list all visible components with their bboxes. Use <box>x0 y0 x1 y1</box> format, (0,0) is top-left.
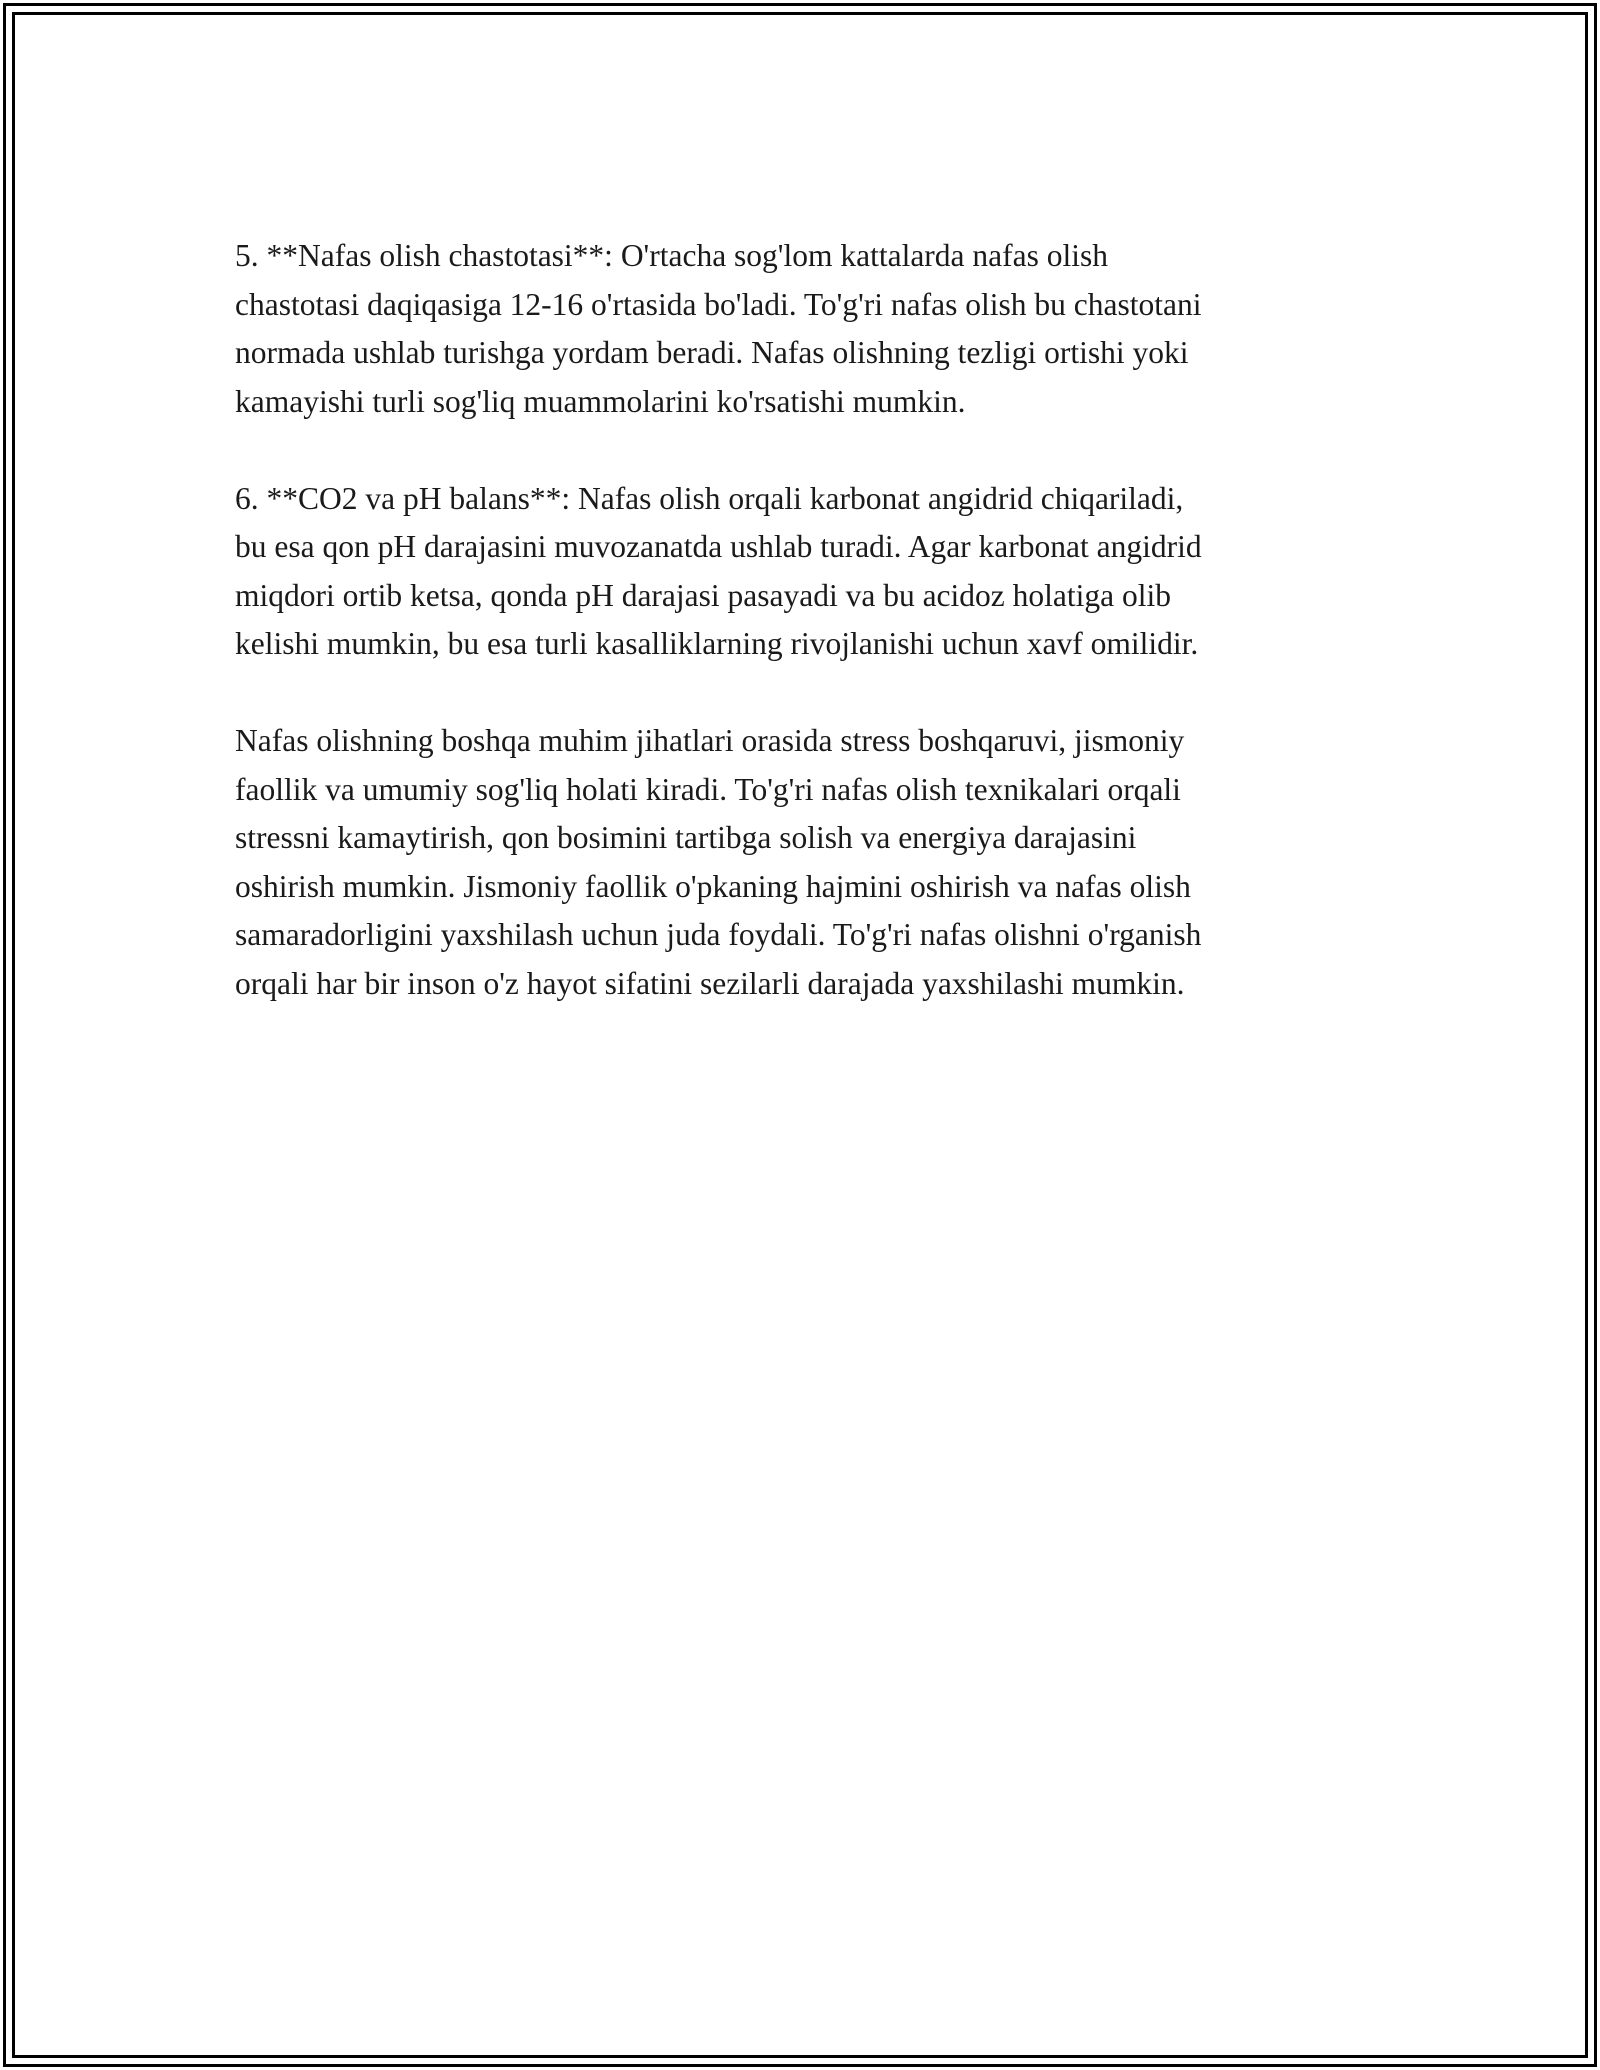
document-body <box>235 232 1375 1057</box>
paragraph-breathing-rate: 5. **Nafas olish chastotasi**: O'rtacha sog'lom kattalarda nafas olish chastotasi daqiqasiga 12-16 o'rtasida bo'ladi. To'g'ri nafas olish bu chastotani normada ushlab turishga yordam beradi. Nafas olishning tezligi ortishi yoki kamayishi turli sog'liq muammolarini ko'rsatishi mumkin. <box>235 238 1202 419</box>
paragraph-other-aspects: Nafas olishning boshqa muhim jihatlari orasida stress boshqaruvi, jismoniy faollik va umumiy sog'liq holati kiradi. To'g'ri nafas olish texnikalari orqali stressni kamaytirish, qon bosimini tartibga solish va energiya darajasini oshirish mumkin. Jismoniy faollik o'pkaning hajmini oshirish va nafas olish samaradorligini yaxshilash uchun juda foydali. To'g'ri nafas olishni o'rganish orqali har bir inson o'z hayot sifatini sezilarli darajada yaxshilashi mumkin. <box>235 723 1202 1001</box>
paragraph-co2-ph-balance: 6. **CO2 va pH balans**: Nafas olish orqali karbonat angidrid chiqariladi, bu esa qon pH darajasini muvozanatda ushlab turadi. Agar karbonat angidrid miqdori ortib ketsa, qonda pH darajasi pasayadi va bu acidoz holatiga olib kelishi mumkin, bu esa turli kasalliklarning rivojlanishi uchun xavf omilidir. <box>235 480 1202 661</box>
